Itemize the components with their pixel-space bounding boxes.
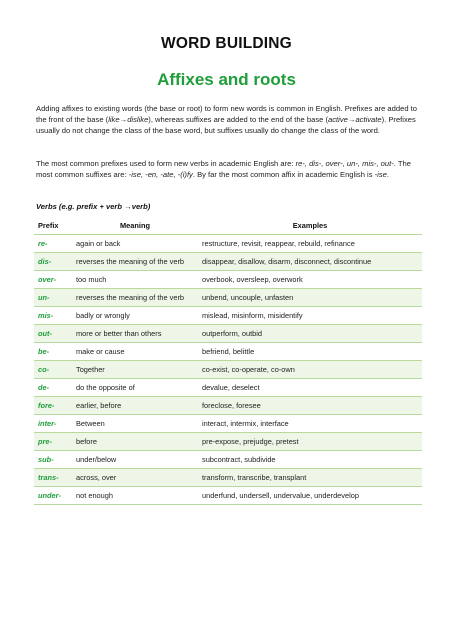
examples-cell: interact, intermix, interface (198, 415, 422, 433)
header-examples: Examples (198, 216, 422, 235)
meaning-cell: Between (72, 415, 198, 433)
examples-cell: subcontract, subdivide (198, 451, 422, 469)
examples-cell: mislead, misinform, misidentify (198, 307, 422, 325)
affix-text-3: . By far the most common affix in academic English is (192, 170, 375, 179)
page-subtitle: Affixes and roots (157, 70, 296, 89)
affix-text-2: . The most common suffixes are: (36, 159, 411, 179)
table-row (34, 235, 422, 253)
prefix-cell: de- (34, 379, 72, 397)
meaning-cell: across, over (72, 469, 198, 487)
meaning-cell: reverses the meaning of the verb (72, 253, 198, 271)
meaning-cell: more or better than others (72, 325, 198, 343)
prefix-cell: co- (34, 361, 72, 379)
prefix-cell: over- (34, 271, 72, 289)
prefix-cell: dis- (34, 253, 72, 271)
prefix-cell: sub- (34, 451, 72, 469)
examples-cell: transform, transcribe, transplant (198, 469, 422, 487)
common-affixes-paragraph (36, 158, 424, 180)
table-row (34, 379, 422, 397)
intro-paragraph (36, 103, 424, 136)
meaning-cell: before (72, 433, 198, 451)
intro-text-1: Adding affixes to existing words (the base or root) to form new words is common in English. Prefixes are added to the front of the base ( (36, 104, 417, 124)
examples-cell: co-exist, co-operate, co-own (198, 361, 422, 379)
table-row (34, 325, 422, 343)
section-heading-end: verb) (131, 202, 151, 211)
table-header-row (34, 216, 422, 235)
meaning-cell: make or cause (72, 343, 198, 361)
prefix-cell: under- (34, 487, 72, 505)
suffix-list: -ise, -en, -ate, -(i)fy (128, 170, 193, 179)
examples-cell: pre-expose, prejudge, pretest (198, 433, 422, 451)
prefix-list: re-, dis-, over-, un-, mis-, out- (295, 159, 394, 168)
table-row (34, 253, 422, 271)
example-base-1: like (108, 115, 120, 124)
examples-cell: overbook, oversleep, overwork (198, 271, 422, 289)
prefix-cell: pre- (34, 433, 72, 451)
examples-cell: restructure, revisit, reappear, rebuild, refinance (198, 235, 422, 253)
table-row (34, 469, 422, 487)
intro-text-2: ), whereas suffixes are added to the end of the base ( (148, 115, 328, 124)
prefix-cell: re- (34, 235, 72, 253)
arrow-icon: → (119, 115, 128, 124)
examples-cell: devalue, deselect (198, 379, 422, 397)
table-row (34, 271, 422, 289)
prefix-cell: trans- (34, 469, 72, 487)
meaning-cell: under/below (72, 451, 198, 469)
example-result-1: dislike (127, 115, 149, 124)
affix-text-4: . (386, 170, 389, 179)
meaning-cell: earlier, before (72, 397, 198, 415)
prefix-cell: un- (34, 289, 72, 307)
table-body (34, 235, 422, 505)
prefix-cell: be- (34, 343, 72, 361)
header-meaning: Meaning (72, 216, 198, 235)
page-title: WORD BUILDING (161, 35, 292, 52)
meaning-cell: do the opposite of (72, 379, 198, 397)
table-row (34, 361, 422, 379)
prefix-cell: out- (34, 325, 72, 343)
prefix-cell: inter- (34, 415, 72, 433)
intro-text-3: ). Prefixes usually do not change the class of the base word, but suffixes usually do change the class of the word. (36, 115, 416, 135)
prefix-cell: mis- (34, 307, 72, 325)
section-heading-text: Verbs (e.g. prefix + verb (36, 202, 125, 211)
arrow-icon: → (124, 202, 132, 211)
arrow-icon: → (347, 115, 356, 124)
meaning-cell: Together (72, 361, 198, 379)
table-row (34, 307, 422, 325)
example-base-2: active (328, 115, 348, 124)
table-row (34, 451, 422, 469)
section-heading (36, 202, 150, 211)
examples-cell: foreclose, foresee (198, 397, 422, 415)
examples-cell: underfund, undersell, undervalue, underdevelop (198, 487, 422, 505)
examples-cell: disappear, disallow, disarm, disconnect, discontinue (198, 253, 422, 271)
meaning-cell: not enough (72, 487, 198, 505)
examples-cell: befriend, belittle (198, 343, 422, 361)
most-common-affix: -ise (374, 170, 387, 179)
prefix-table (34, 216, 422, 505)
table-row (34, 397, 422, 415)
affix-text-1: The most common prefixes used to form new verbs in academic English are: (36, 159, 296, 168)
meaning-cell: badly or wrongly (72, 307, 198, 325)
table-row (34, 433, 422, 451)
table-row (34, 487, 422, 505)
prefix-cell: fore- (34, 397, 72, 415)
table-row (34, 343, 422, 361)
table-row (34, 289, 422, 307)
meaning-cell: reverses the meaning of the verb (72, 289, 198, 307)
header-prefix: Prefix (34, 216, 72, 235)
meaning-cell: too much (72, 271, 198, 289)
example-result-2: activate (355, 115, 382, 124)
examples-cell: unbend, uncouple, unfasten (198, 289, 422, 307)
table-row (34, 415, 422, 433)
meaning-cell: again or back (72, 235, 198, 253)
examples-cell: outperform, outbid (198, 325, 422, 343)
